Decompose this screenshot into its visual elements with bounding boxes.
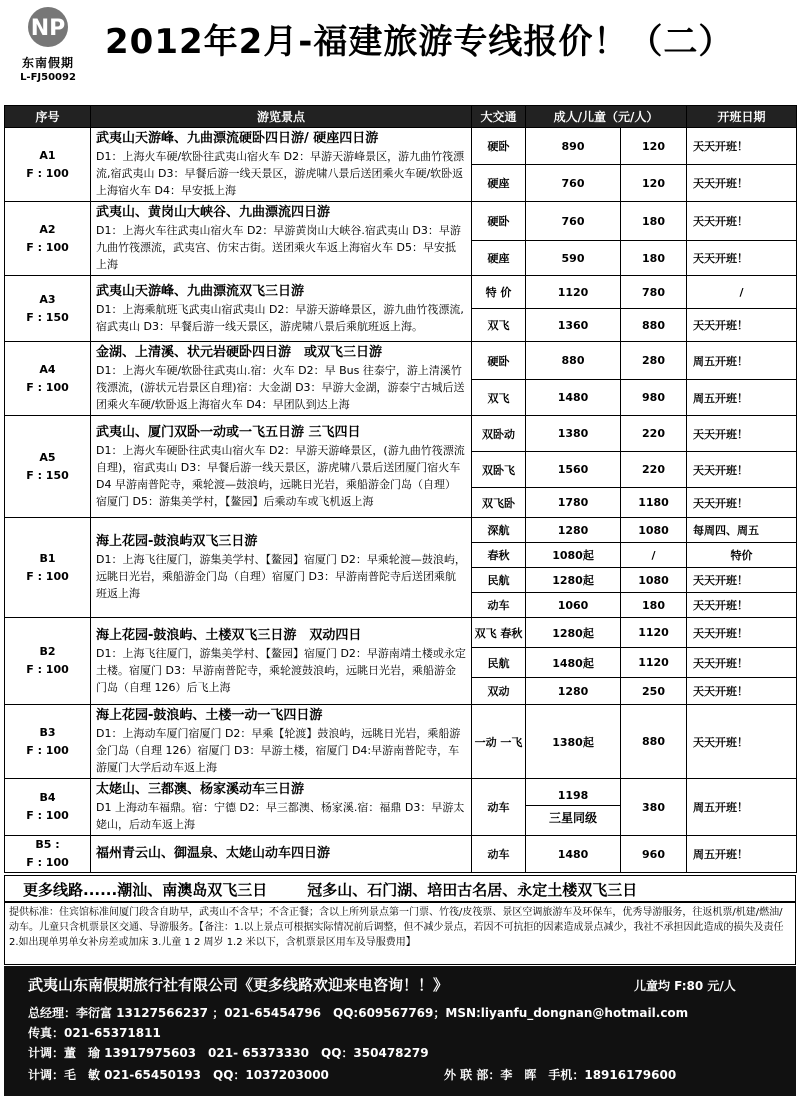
departure-schedule: 天天开班！ [687, 452, 797, 488]
price-from-label: 起 [582, 574, 594, 587]
route-name: 武夷山、黄岗山大峡谷、九曲漂流四日游 [96, 205, 331, 220]
child-price: 880 [621, 309, 687, 342]
route-name: 太姥山、三都澳、杨家溪动车三日游 [96, 782, 305, 797]
route-description [91, 202, 472, 276]
adult-price-value: 1198 [557, 788, 589, 802]
adult-price-value: 760 [561, 214, 585, 228]
departure-schedule: 天天开班！ [687, 202, 797, 241]
child-price: 220 [621, 452, 687, 488]
more-routes-extra: 冠多山、石门湖、培田古名居、永定土楼双飞三日 [307, 881, 638, 899]
header-transport: 大交通 [472, 106, 526, 128]
adult-price-value: 1120 [557, 285, 589, 299]
route-description [91, 618, 472, 705]
adult-price-value: 1280 [552, 626, 583, 640]
transport-type: 双飞 [472, 309, 526, 342]
route-code: A2 [39, 222, 56, 236]
transport-type: 双卧飞 [472, 452, 526, 488]
adult-price [526, 779, 621, 836]
child-fee: 儿童均 F:80 元/人 [634, 979, 736, 993]
service-notes: 提供标准：住宾馆标准间厦门段含自助早，武夷山不含早；不含正餐；含以上所列景点第一门票、竹筏/皮筏票、景区空调旅游车及环保车，优秀导游服务，往返机票/机建/燃油/动车。儿童只含机票景区交通、导游服务。【备注：1.以上景点可根据实际情况前后调整，但不减少景点，若因不可抗拒的因素造成景点减少，我社不承担因此造成的损失及责任 2.如出现单男单女补房差或加床 3.儿童 1 2 周岁 1.2 米以下，含机票景区用车及导服费用】 [4, 902, 796, 965]
departure-schedule: 天天开班！ [687, 618, 797, 648]
transport-type: 双动 [472, 678, 526, 705]
departure-schedule: / [687, 276, 797, 309]
route-id [5, 618, 91, 705]
adult-price-value: 1060 [557, 598, 589, 612]
departure-schedule: 周五开班！ [687, 779, 797, 836]
hotel-grade-label: 三星同级 [526, 805, 620, 826]
table-row [5, 705, 797, 779]
route-id [5, 202, 91, 276]
child-price: 220 [621, 416, 687, 452]
transport-type: 动车 [472, 836, 526, 873]
adult-price [526, 165, 621, 202]
route-name: 福州青云山、御温泉、太姥山动车四日游 [96, 846, 331, 861]
adult-price-value: 1480 [552, 656, 583, 670]
adult-price-value: 1360 [557, 318, 589, 332]
transport-type: 动车 [472, 779, 526, 836]
route-fee: F : 100 [26, 663, 69, 676]
adult-price-value: 1480 [557, 847, 589, 861]
route-itinerary: D1：上海飞往厦门，游集美学村、【鳌园】宿厦门 D2：早游南靖土楼或永定土楼。宿厦门 D3：早游南普陀寺，乘轮渡鼓浪屿，远眺日光岩，乘船游金门岛（自理 126）后飞上海 [96, 646, 466, 694]
header-schedule: 开班日期 [687, 106, 797, 128]
adult-price [526, 202, 621, 241]
departure-schedule: 天天开班！ [687, 165, 797, 202]
route-itinerary: D1：上海火车往武夷山宿火车 D2：早游黄岗山大峡谷.宿武夷山 D3：早游九曲竹筏漂流，武夷宫、仿宋古街。送团乘火车返上海宿火车 D5：早安抵上海 [96, 224, 461, 271]
transport-type: 硬卧 [472, 128, 526, 165]
route-itinerary: D1：上海乘航班飞武夷山宿武夷山 D2：早游天游峰景区，游九曲竹筏漂流,宿武夷山 D3：早餐后游一线天景区，游虎啸八景后乘航班返上海。 [96, 302, 464, 333]
route-id [5, 416, 91, 518]
route-name: 海上花园-鼓浪屿、土楼一动一飞四日游 [96, 708, 323, 723]
adult-price [526, 678, 621, 705]
adult-price [526, 705, 621, 779]
route-fee: F : 100 [26, 743, 69, 757]
adult-price [526, 648, 621, 678]
transport-type: 春秋 [472, 543, 526, 568]
table-row [5, 518, 797, 543]
adult-price-value: 590 [561, 251, 585, 265]
adult-price-value: 1080 [552, 549, 583, 562]
route-name: 武夷山、厦门双卧一动或一飞五日游 三飞四日 [96, 424, 361, 440]
child-price: 960 [621, 836, 687, 873]
page-title: 2012年2月-福建旅游专线报价！（二） [105, 22, 734, 62]
route-code: B2 [39, 645, 56, 658]
price-from-label: 起 [582, 656, 594, 670]
child-price: 280 [621, 342, 687, 380]
adult-price-value: 1380 [557, 427, 589, 440]
transport-type: 硬卧 [472, 342, 526, 380]
child-price: 880 [621, 705, 687, 779]
contact-manager: 总经理：李衍富 13127566237 ；021-65454796 QQ:609567769；MSN:liyanfu_dongnan@hotmail.com [28, 1006, 689, 1020]
contact-liaison: 外 联 部：李 晖 手机：18916179600 [444, 1068, 677, 1082]
child-price: 180 [621, 593, 687, 618]
transport-type: 双飞 春秋 [472, 618, 526, 648]
child-price: 1080 [621, 568, 687, 593]
child-price: 980 [621, 380, 687, 416]
table-header-row [5, 106, 797, 128]
route-fee: F : 100 [26, 809, 69, 822]
route-fee: F : 100 [26, 240, 69, 254]
departure-schedule: 天天开班！ [687, 309, 797, 342]
route-name: 金湖、上清溪、状元岩硬卧四日游 或双飞三日游 [96, 345, 383, 360]
departure-schedule: 天天开班！ [687, 416, 797, 452]
np-logo-icon [21, 6, 75, 48]
transport-type: 特 价 [472, 276, 526, 309]
route-fee: F : 150 [26, 310, 69, 324]
departure-schedule: 天天开班！ [687, 568, 797, 593]
adult-price [526, 452, 621, 488]
route-id [5, 705, 91, 779]
route-id [5, 518, 91, 618]
adult-price-value: 1380 [552, 735, 583, 749]
transport-type: 硬座 [472, 165, 526, 202]
table-row [5, 618, 797, 648]
route-code: B5 : [35, 838, 60, 851]
route-description [91, 416, 472, 518]
adult-price [526, 342, 621, 380]
child-price: 1180 [621, 488, 687, 518]
route-description [91, 518, 472, 618]
transport-type: 民航 [472, 648, 526, 678]
departure-schedule: 天天开班！ [687, 705, 797, 779]
transport-type: 动车 [472, 593, 526, 618]
route-description [91, 342, 472, 416]
route-fee: F : 100 [26, 380, 69, 394]
route-fee: F : 100 [26, 569, 69, 583]
table-row [5, 128, 797, 165]
transport-type: 硬座 [472, 241, 526, 276]
contact-planner-1: 计调：董 瑜 13917975603 021- 65373330 QQ：350478279 [28, 1046, 429, 1060]
route-itinerary: D1 上海动车福鼎。宿：宁德 D2：早三都澳、杨家溪.宿：福鼎 D3：早游太姥山，后动车返上海 [96, 801, 465, 831]
route-description [91, 276, 472, 342]
route-description [91, 779, 472, 836]
adult-price [526, 593, 621, 618]
route-itinerary: D1：上海火车硬卧往武夷山宿火车 D2：早游天游峰景区，(游九曲竹筏漂流自理)，宿武夷山 D3：早餐后游一线天景区，游虎啸八景后送团厦门宿火车 D4 早游南普陀寺，乘轮渡—鼓浪屿，远眺日光岩，乘船游金门岛（自理）宿厦门 D5：游集美学村，【鳌园】后乘动车或飞机返上海 [96, 443, 465, 508]
route-fee: F : 150 [26, 468, 69, 482]
transport-type: 深航 [472, 518, 526, 543]
child-price: 180 [621, 202, 687, 241]
transport-type: 一动 一飞 [472, 705, 526, 779]
route-id [5, 128, 91, 202]
route-itinerary: D1：上海火车硬/软卧往武夷山.宿：火车 D2：早 Bus 往泰宁，游上清溪竹筏漂流，(游状元岩景区自理)宿：大金湖 D3：早游大金湖，游泰宁古城后送团乘火车硬/软卧返上海宿火车 D4：早团队到达上海 [96, 364, 465, 411]
table-row [5, 276, 797, 309]
departure-schedule: 天天开班！ [687, 241, 797, 276]
route-description [91, 705, 472, 779]
header-no: 序号 [5, 106, 91, 128]
adult-price-value: 1480 [557, 391, 589, 405]
license-number: L-FJ50092 [20, 72, 76, 83]
table-row [5, 342, 797, 380]
table-row [5, 836, 797, 873]
route-description [91, 836, 472, 873]
adult-price [526, 309, 621, 342]
route-id [5, 342, 91, 416]
more-routes-label: 更多线路......潮汕、南澳岛双飞三日 [23, 881, 268, 899]
adult-price-value: 760 [561, 176, 585, 190]
route-name: 武夷山天游峰、九曲漂流双飞三日游 [96, 283, 305, 299]
child-price: 780 [621, 276, 687, 309]
departure-schedule: 每周四、周五 [687, 518, 797, 543]
child-price: 120 [621, 165, 687, 202]
transport-type: 民航 [472, 568, 526, 593]
price-from-label: 起 [582, 735, 594, 749]
transport-type: 双卧动 [472, 416, 526, 452]
table-row [5, 202, 797, 241]
company-logo [8, 6, 88, 86]
route-name: 武夷山天游峰、九曲漂流硬卧四日游/ 硬座四日游 [96, 131, 379, 146]
child-price: 1080 [621, 518, 687, 543]
transport-type: 双飞 [472, 380, 526, 416]
departure-schedule: 周五开班！ [687, 380, 797, 416]
price-from-label: 起 [582, 626, 594, 640]
route-code: A4 [39, 362, 56, 376]
child-price: / [621, 543, 687, 568]
adult-price [526, 543, 621, 568]
header-price: 成人/儿童（元/人） [526, 106, 687, 128]
header-spots: 游览景点 [91, 106, 472, 128]
contact-planner-2: 计调：毛 敏 021-65450193 QQ：1037203000 [28, 1068, 329, 1082]
child-price: 120 [621, 128, 687, 165]
adult-price [526, 380, 621, 416]
route-name: 海上花园-鼓浪屿、土楼双飞三日游 双动四日 [96, 627, 362, 643]
adult-price [526, 416, 621, 452]
departure-schedule: 天天开班！ [687, 648, 797, 678]
price-from-label: 起 [582, 549, 594, 562]
brand-name: 东南假期 [21, 56, 74, 70]
route-code: A3 [39, 292, 56, 306]
price-table [4, 105, 797, 873]
route-name: 海上花园-鼓浪屿双飞三日游 [96, 534, 258, 549]
departure-schedule: 天天开班！ [687, 678, 797, 705]
departure-schedule: 天天开班！ [687, 488, 797, 518]
route-code: B4 [39, 791, 56, 804]
adult-price-value: 1560 [557, 463, 589, 476]
contact-fax: 传真：021-65371811 [28, 1026, 161, 1040]
transport-type: 双飞卧 [472, 488, 526, 518]
adult-price [526, 241, 621, 276]
adult-price-value: 880 [561, 354, 585, 368]
adult-price-value: 1780 [557, 496, 589, 509]
child-price: 180 [621, 241, 687, 276]
child-price: 380 [621, 779, 687, 836]
departure-schedule: 天天开班！ [687, 128, 797, 165]
route-description [91, 128, 472, 202]
departure-schedule: 天天开班！ [687, 593, 797, 618]
table-row [5, 416, 797, 452]
child-price: 1120 [621, 648, 687, 678]
route-itinerary: D1：上海火车硬/软卧往武夷山宿火车 D2：早游天游峰景区，游九曲竹筏漂流,宿武夷山 D3：早餐后游一线天景区，游虎啸八景后送团乘火车硬/软卧返上海宿火车 D4：早安抵上海 [96, 150, 465, 197]
child-price: 250 [621, 678, 687, 705]
route-fee: F : 100 [26, 856, 69, 869]
departure-schedule: 特价 [687, 543, 797, 568]
adult-price-value: 1280 [557, 684, 589, 698]
table-row [5, 779, 797, 836]
route-fee: F : 100 [26, 166, 69, 180]
child-price: 1120 [621, 618, 687, 648]
adult-price [526, 518, 621, 543]
adult-price [526, 568, 621, 593]
adult-price [526, 836, 621, 873]
adult-price-value: 1280 [557, 523, 589, 537]
route-id [5, 836, 91, 873]
route-code: B1 [39, 551, 56, 565]
more-routes [4, 875, 796, 902]
adult-price-value: 890 [561, 139, 585, 153]
route-code: B3 [39, 725, 56, 739]
adult-price [526, 618, 621, 648]
route-id [5, 276, 91, 342]
route-code: A5 [39, 450, 56, 464]
transport-type: 硬卧 [472, 202, 526, 241]
svg-text:NP: NP [30, 16, 66, 41]
route-itinerary: D1：上海飞往厦门，游集美学村、【鳌园】宿厦门 D2：早乘轮渡—鼓浪屿，远眺日光岩，乘船游金门岛（自理）宿厦门 D3：早游南普陀寺后送团乘航班返上海 [96, 553, 466, 600]
adult-price [526, 488, 621, 518]
departure-schedule: 周五开班！ [687, 836, 797, 873]
company-name: 武夷山东南假期旅行社有限公司《更多线路欢迎来电咨询！！》 [28, 976, 449, 994]
adult-price-value: 1280 [552, 574, 583, 587]
adult-price [526, 128, 621, 165]
route-code: A1 [39, 148, 56, 162]
departure-schedule: 周五开班！ [687, 342, 797, 380]
contact-panel [4, 966, 796, 1096]
adult-price [526, 276, 621, 309]
route-id [5, 779, 91, 836]
route-itinerary: D1：上海动车厦门宿厦门 D2：早乘【轮渡】鼓浪屿，远眺日光岩，乘船游金门岛（自理 126）宿厦门 D3：早游土楼，宿厦门 D4:早游南普陀寺，车游厦门大学后动车返上海 [96, 727, 461, 774]
